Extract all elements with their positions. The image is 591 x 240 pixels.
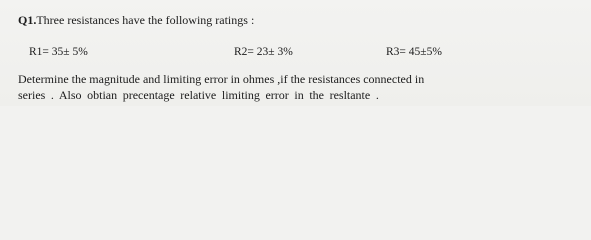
instruction-line-1: Determine the magnitude and limiting error in ohmes ,if the resistances connected in bbox=[18, 72, 425, 86]
instruction-line-2: series . Also obtian precentage relative limiting error in the resltante . bbox=[18, 88, 379, 102]
question-text: Three resistances have the following ratings : bbox=[36, 13, 255, 27]
rating-r3: R3= 45±5% bbox=[386, 46, 442, 58]
document-page bbox=[0, 0, 591, 106]
question-heading bbox=[18, 13, 254, 27]
rating-r1: R1= 35± 5% bbox=[29, 46, 88, 58]
question-number: Q1. bbox=[18, 13, 37, 27]
rating-r2: R2= 23± 3% bbox=[234, 46, 293, 58]
